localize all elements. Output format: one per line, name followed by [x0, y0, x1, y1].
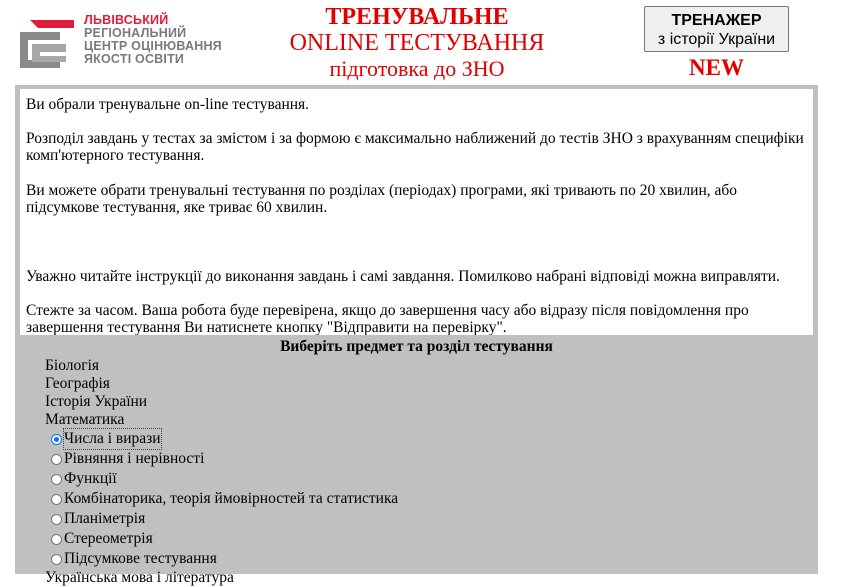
math-option-label[interactable]: Комбінаторика, теорія ймовірностей та статистика — [64, 490, 399, 507]
radio-planimetry[interactable] — [51, 514, 62, 525]
lrcoyo-logo — [16, 14, 226, 76]
math-option-combinatorics[interactable] — [51, 489, 398, 509]
radio-functions[interactable] — [51, 474, 62, 485]
trainer-button-line-1: ТРЕНАЖЕР — [671, 11, 762, 29]
math-section-options — [51, 429, 398, 569]
radio-numbers[interactable] — [51, 434, 62, 445]
new-badge: NEW — [689, 55, 744, 80]
math-option-stereometry[interactable] — [51, 529, 398, 549]
trainer-button-line-2: з історії України — [657, 30, 776, 48]
title-line-1: ТРЕНУВАЛЬНЕ — [325, 4, 509, 30]
instruction-paragraph-2: Розподіл завдань у тестах за змістом і за формою є максимально наближений до тестів ЗНО з врахуванням специфіки комп'ютерного тестування. — [26, 130, 804, 164]
math-option-label[interactable]: Числа і вирази — [64, 430, 161, 447]
instruction-paragraph-4: Уважно читайте інструкції до виконання завдань і самі завдання. Помилково набрані відповіді можна виправляти. — [26, 268, 780, 285]
logo-line-2: РЕГІОНАЛЬНИЙ — [84, 26, 187, 40]
radio-final-test[interactable] — [51, 554, 62, 565]
logo-line-3: ЦЕНТР ОЦІНЮВАННЯ — [84, 39, 222, 53]
math-option-numbers[interactable] — [51, 429, 398, 449]
history-trainer-button[interactable] — [644, 6, 789, 52]
radio-combinatorics[interactable] — [51, 494, 62, 505]
radio-stereometry[interactable] — [51, 534, 62, 545]
math-option-equations[interactable] — [51, 449, 398, 469]
math-option-label[interactable]: Функції — [64, 470, 117, 487]
math-option-functions[interactable] — [51, 469, 398, 489]
page-title — [270, 4, 564, 82]
selection-heading: Виберіть предмет та розділ тестування — [280, 338, 553, 355]
instruction-paragraph-3: Ви можете обрати тренувальні тестування по розділах (періодах) програми, які тривають по 20 хвилин, або підсумкове тестування, яке триває 60 хвилин. — [26, 182, 738, 216]
title-line-2: ONLINE ТЕСТУВАННЯ — [289, 30, 545, 56]
subject-list — [45, 357, 399, 587]
subject-mathematics[interactable]: Математика — [45, 411, 125, 428]
math-option-final-test[interactable] — [51, 549, 398, 569]
math-option-label[interactable]: Стереометрія — [64, 530, 153, 547]
math-option-label[interactable]: Підсумкове тестування — [64, 550, 217, 567]
radio-equations[interactable] — [51, 454, 62, 465]
main-panel — [15, 85, 818, 586]
math-option-label[interactable]: Рівняння і нерівності — [64, 450, 205, 467]
title-line-3: підготовка до ЗНО — [329, 56, 505, 81]
instruction-paragraph-1: Ви обрали тренувальне on-line тестування. — [26, 96, 310, 113]
subject-geography[interactable]: Географія — [45, 375, 110, 392]
instructions-box — [20, 89, 813, 335]
logo-line-4: ЯКОСТІ ОСВІТИ — [84, 52, 185, 66]
instruction-paragraph-5: Стежте за часом. Ваша робота буде перевірена, якщо до завершення часу або відразу після повідомлення про завершення тестування Ви натиснете кнопку "Відправити на перевірку". — [26, 302, 749, 335]
math-option-planimetry[interactable] — [51, 509, 398, 529]
subject-history-ukraine[interactable]: Історія України — [45, 393, 148, 410]
subject-biology[interactable]: Біологія — [45, 357, 100, 374]
math-option-label[interactable]: Планіметрія — [64, 510, 146, 527]
logo-emblem-icon — [16, 16, 76, 72]
logo-line-1: ЛЬВІВСЬКИЙ — [84, 13, 169, 27]
subject-ukrainian-literature[interactable]: Українська мова і література — [45, 569, 234, 586]
